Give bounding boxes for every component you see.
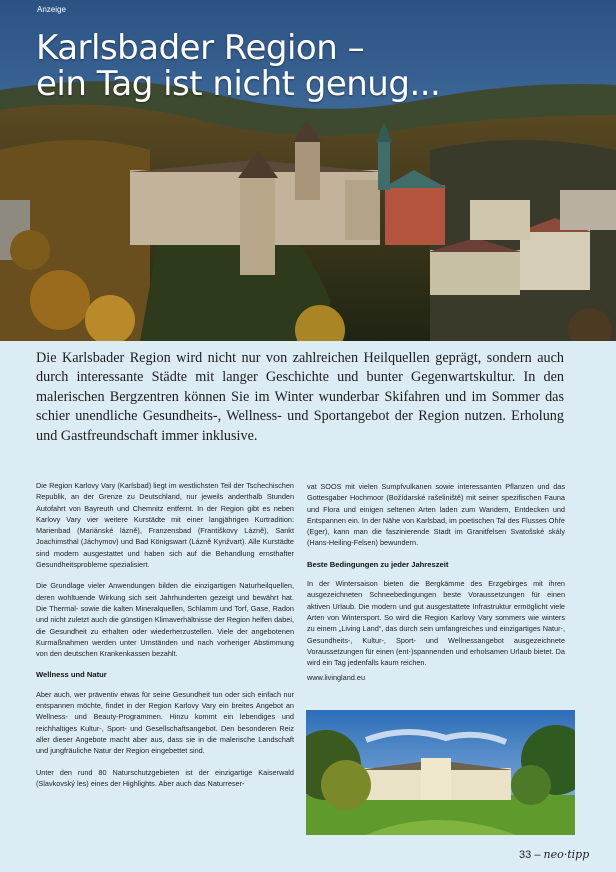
website-link[interactable]: www.livingland.eu (307, 673, 366, 683)
page-title (36, 30, 440, 102)
lead-paragraph (36, 349, 564, 446)
title-line-1: Karlsbader Region – (36, 28, 365, 68)
magazine-brand: neo·tipp (543, 848, 590, 861)
chateau-park-illustration (306, 710, 575, 835)
section-heading: Beste Bedingungen zu jeder Jahreszeit (307, 559, 449, 569)
paragraph: Die Region Karlovy Vary (Karlsbad) liegt im westlichsten Teil der Tschechischen Republik, an der Grenze zu Deutschland, nur jeweils anderthalb Stunden Autofahrt von Bayreuth und Chemnitz entfernt. In der Region gibt es neben Karlovy Vary vier weitere Kurstädte mit einer langjährigen Kurtradition: Marienbad (Mariánské lázně), Franzensbad (Františkovy Lázně), Sankt Joachimsthal (Jáchymov) und Bad Königswart (Lázně Kynžvart). Alle Kurstädte sind modern ausgestattet und haben sich auf die Behandlung ernsthafter Gesundheitsprobleme spezialisiert. (36, 481, 294, 570)
footer-separator: – (534, 849, 541, 861)
left-column (36, 480, 294, 799)
advertisement-label: Anzeige (37, 5, 66, 14)
paragraph: In der Wintersaison bieten die Bergkämme des Erzgebirges mit ihren ausgezeichneten Schneebedingungen beste Voraussetzungen für einen aktiven Urlaub. Die modern und gut ausgestattete Infrastruktur ermöglicht viele Arten von Wintersport. So wird die Region Karlovy Vary sommers wie winters zu einem „Living Land“, das durch sein umfangreiches und einzigartiges Natur-, Gesundheits-, Kultur-, Sport- und Wellnessangebot ausgezeichnete Voraussetzungen für einen (ent-)spannenden und erholsamen Urlaub bietet. Da wird ein Tag jedenfalls kaum reichen. (307, 579, 565, 668)
page-footer (519, 848, 589, 861)
paragraph: Unter den rund 80 Naturschutzgebieten ist der einzigartige Kaiserwald (Slavkovský les) eines der Highlights. Aber auch das Naturreser- (36, 767, 294, 788)
section-heading: Wellness und Natur (36, 670, 107, 680)
paragraph: Aber auch, wer präventiv etwas für seine Gesundheit tun oder sich einfach nur entspannen möchte, findet in der Region Karlovy Vary ein breites Angebot an Wellness- und Beauty-Programmen. Hinzu kommt ein lebendiges und reichhaltiges Kultur-, Sport- und Gesellschaftsangebot. Den besonderen Reiz aller dieser Angebote macht aber aus, dass sie in die malerische Landschaft und jungfräuliche Natur der Region eingebettet sind. (36, 689, 294, 756)
title-line-2: ein Tag ist nicht genug... (36, 64, 441, 104)
chateau-photo (306, 710, 575, 835)
paragraph: vat SOOS mit vielen Sumpfvulkanen sowie interessanten Pflanzen und das Gottesgaber Hochmoor (Božídarské rašeliniště) mit seiner spezifischen Fauna und Flora und einigen seltenen Arten laden zum Wandern, Entdecken und Entspannen ein. In der Nähe von Karlsbad, im poetischen Tal des Flusses Ohře (Eger), kann man die faszinierende Stadt im Granitfelsen Svatošské skály (Hans-Heiling-Felsen) bewundern. (307, 482, 565, 548)
right-column (307, 481, 565, 694)
page-number: 33 (519, 849, 532, 861)
paragraph: Die Grundlage vieler Anwendungen bilden die einzigartigen Naturheilquellen, deren wohltuende Wirkung sich seit Jahrhunderten gezeigt und bewährt hat. Die Thermal- sowie die kalten Mineralquellen, Schlamm und Torf, Gase, Radon und nicht zuletzt auch die günstigen Klimaverhältnisse der Region helfen dabei, die Gesundheit zu erhalten oder wiederherzustellen. Viele der angebotenen Kurmaßnahmen werden unter Umständen und nach vorheriger Abstimmung von den deutschen Krankenkassen bezahlt. (36, 581, 294, 659)
lead-text: Die Karlsbader Region wird nicht nur von zahlreichen Heilquellen geprägt, sondern auch durch interessante Städte mit langer Geschichte und bunter Gegenwartskultur. In den malerischen Bergzentren können Sie im Winter wunderbar Skifahren und im Sommer das schier unendliche Gesundheits-, Wellness- und Sportangebot der Region nutzen. Erholung und Gastfreundschaft immer inklusive. (36, 350, 564, 444)
hero-image (0, 0, 616, 341)
